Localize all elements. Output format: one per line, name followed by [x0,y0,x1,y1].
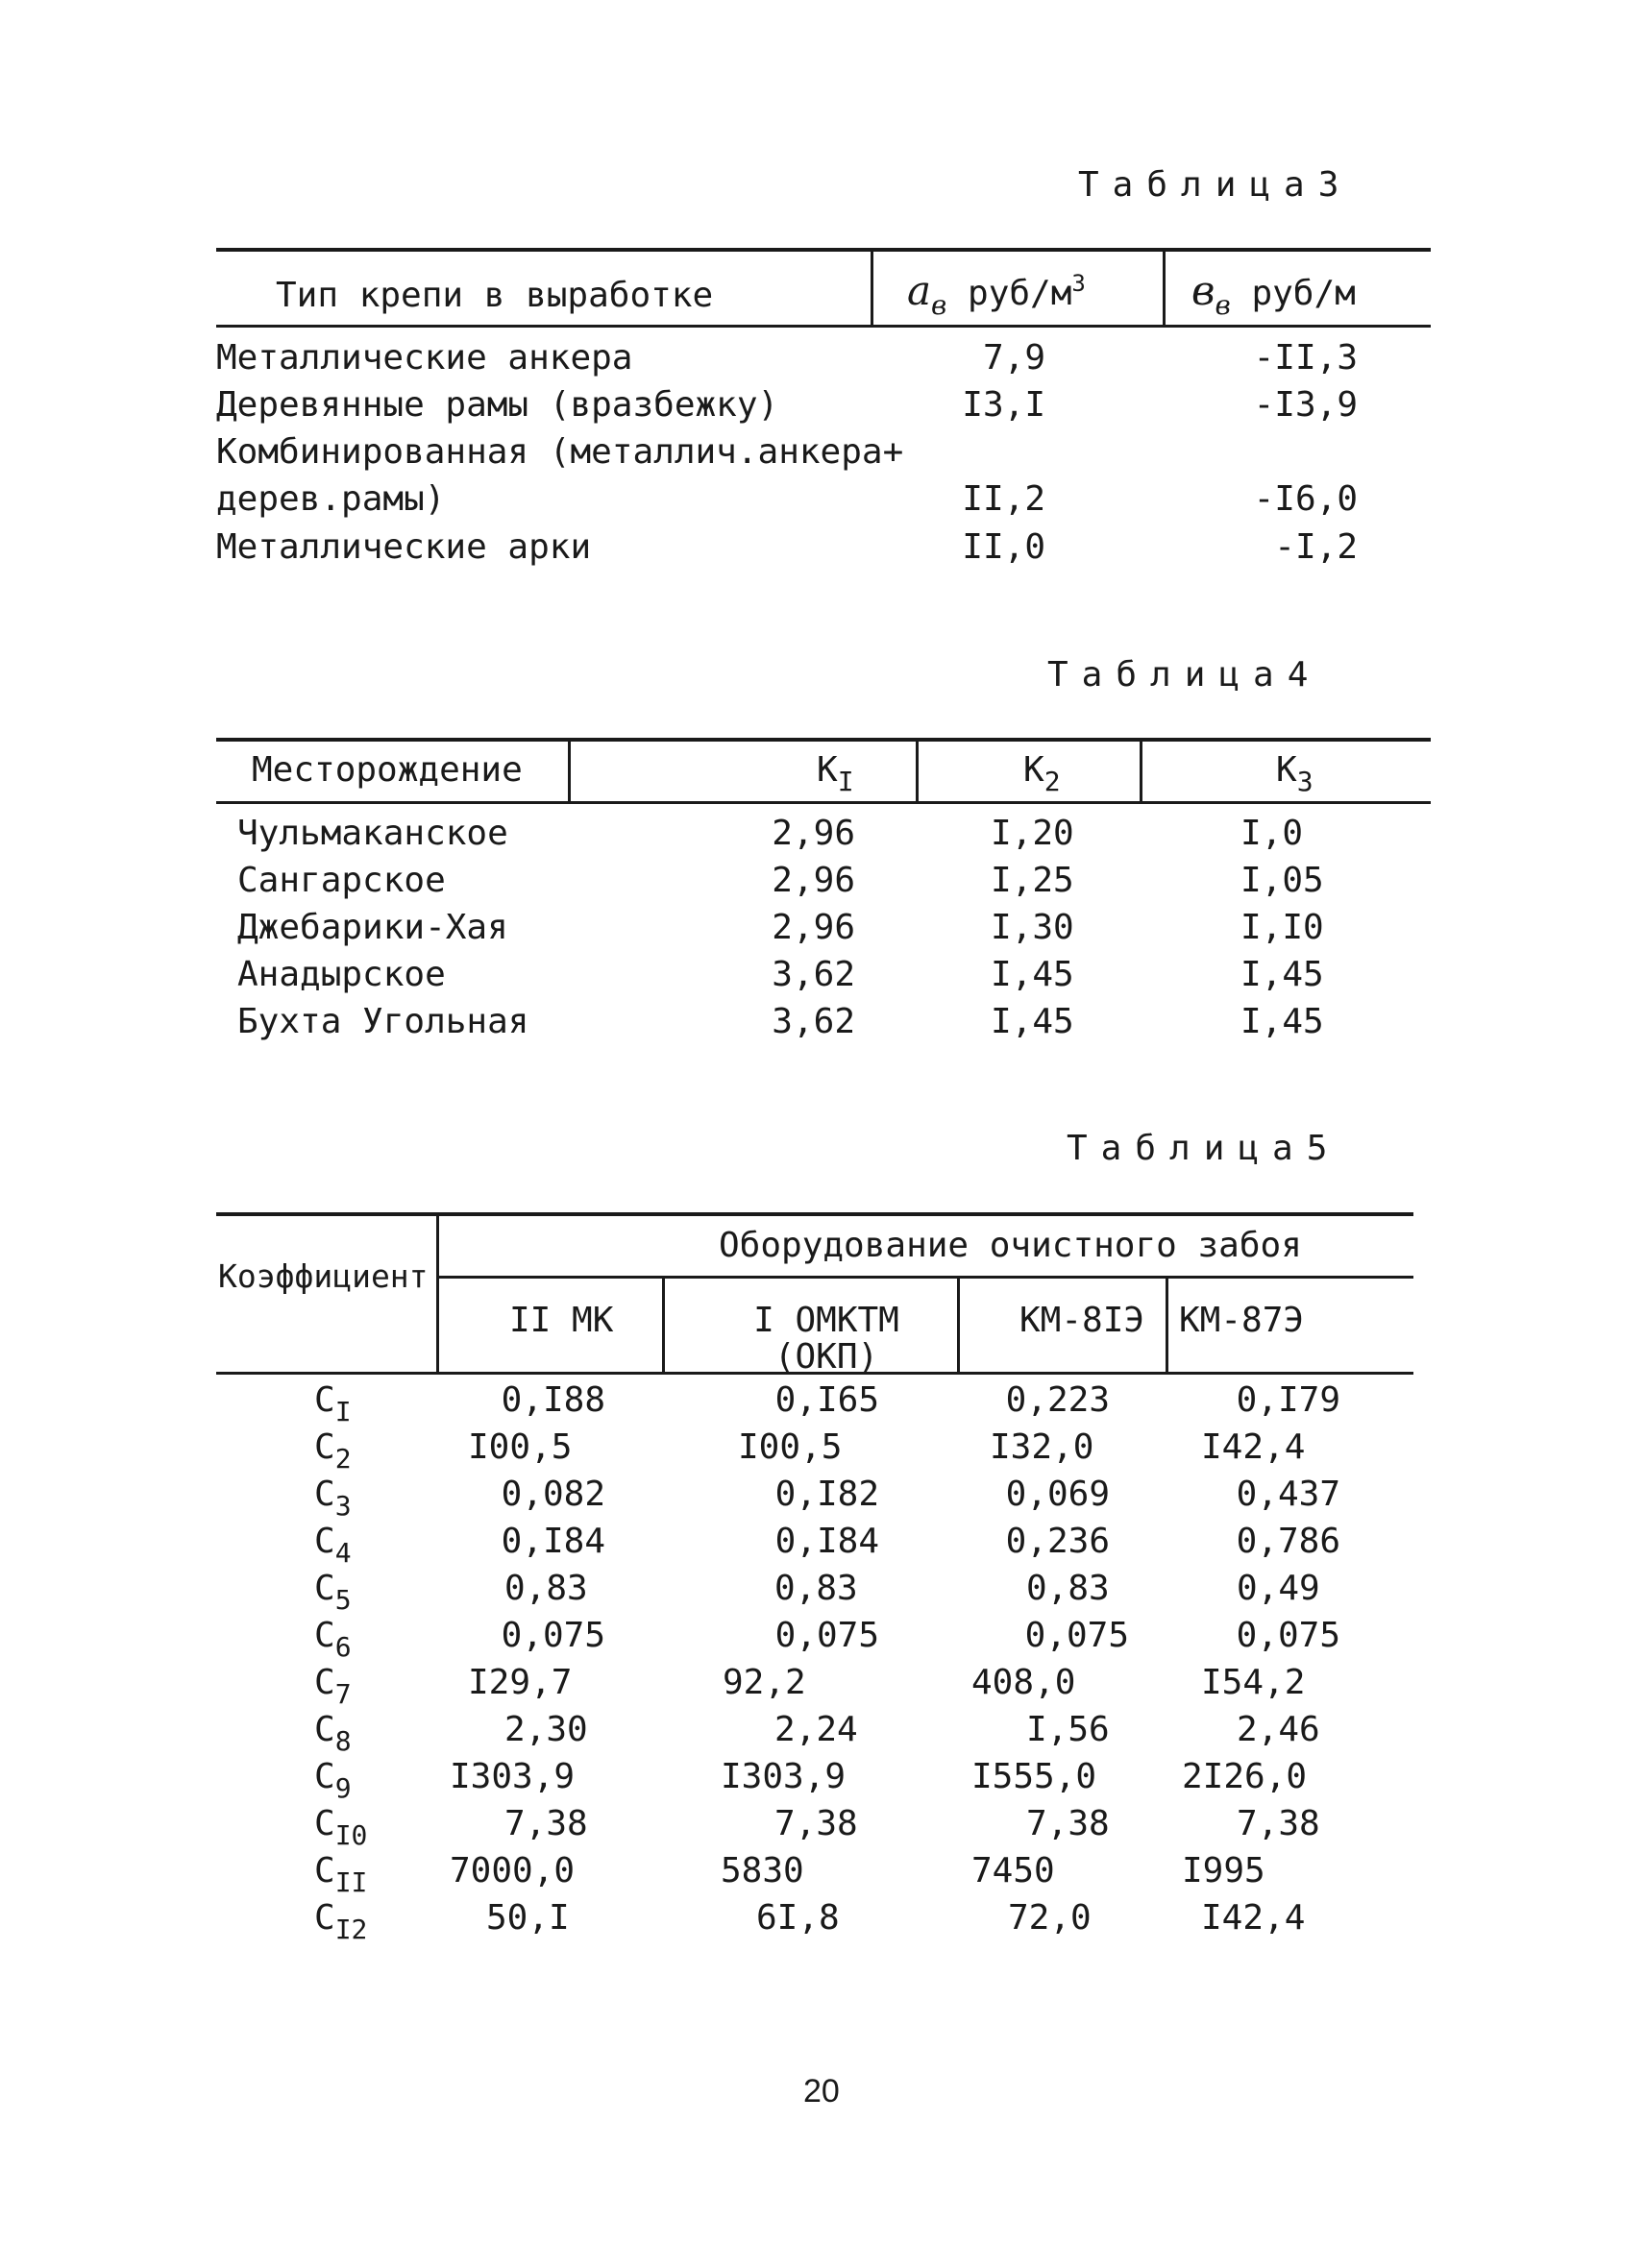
table4-row-k1: 3,62 [772,955,855,994]
table5-row-v4: 0,437 [1236,1475,1340,1514]
table5-row-coef [314,1851,368,1898]
table5-row-v3: I32,0 [990,1427,1094,1467]
table5-row-coef [314,1569,352,1616]
table5-row-v2: 0,I65 [774,1380,879,1420]
coef-symbol: C [314,1616,335,1655]
table5-row-v3: 0,069 [1005,1475,1110,1514]
a-subscript: в [931,289,947,321]
table5-row-v4: 0,075 [1236,1616,1340,1655]
coef-symbol: C [314,1569,335,1608]
table5-row-v4: 2I26,0 [1182,1757,1308,1796]
table5-row-v1: I29,7 [468,1663,573,1702]
coef-subscript: I0 [334,1819,368,1851]
coef-symbol: C [314,1522,335,1561]
table4-row-k2: I,45 [991,1002,1074,1041]
k3-subscript: 3 [1296,766,1314,797]
coef-subscript: 7 [334,1678,352,1710]
table5-vline-3 [1166,1278,1168,1374]
k3-symbol: K [1276,750,1297,790]
table4-row-name: Бухта Угольная [237,1002,529,1041]
table5-row-v2: 7,38 [774,1804,858,1843]
table5-header-group: Оборудование очистного забоя [719,1226,1302,1265]
table4-row-k1: 2,96 [772,908,855,947]
table5-row-v1: 0,082 [501,1475,605,1514]
table5-row-v3: 0,236 [1005,1522,1110,1561]
k1-symbol: K [817,750,838,790]
table4-row-k2: I,20 [991,814,1074,853]
table4-row-name: Джебарики-Хая [237,908,508,947]
table5-row-coef [314,1804,368,1851]
a-unit-sup: 3 [1071,270,1086,297]
table3-row-name: дерев.рамы) [216,479,446,519]
table5-row-coef [314,1898,368,1945]
a-symbol: a [907,267,932,314]
page-number: 20 [803,2073,840,2109]
table5-header-c1: II МК [509,1301,614,1340]
table5-row-v3: 0,223 [1005,1380,1110,1420]
b-symbol: в [1191,267,1215,314]
table4-row-k2: I,45 [991,955,1074,994]
table5-header-c2 [730,1301,922,1377]
table4-row-name: Чульмаканское [237,814,508,853]
table5-row-coef [314,1757,352,1804]
coef-symbol: C [314,1757,335,1796]
table5-header-c3: КМ-8IЭ [1019,1301,1145,1340]
table4-header-deposit: Месторождение [252,750,523,790]
coef-subscript: 9 [334,1772,352,1804]
table4-row-name: Сангарское [237,861,446,900]
table5-row-v2: 5830 [721,1851,804,1890]
table3-row-a: II,2 [962,479,1045,519]
table3-row-a: I3,I [962,385,1045,425]
table5-vline-2 [957,1278,960,1374]
table5-header-c4: КМ-87Э [1179,1301,1305,1340]
table5-row-v2: 0,075 [774,1616,879,1655]
table3-header-a [907,267,1086,321]
table3-row-a: II,0 [962,527,1045,567]
table5-row-v3: I,56 [1026,1710,1110,1749]
table5-row-coef [314,1475,352,1522]
table5-row-v2: I303,9 [721,1757,847,1796]
c2-line1: I ОМКТМ [753,1301,899,1340]
table5-row-v3: 72,0 [1008,1898,1092,1938]
table5-row-v4: I995 [1182,1851,1265,1890]
coef-subscript: 5 [334,1584,352,1616]
table4-header-k1 [817,750,854,797]
coef-symbol: C [314,1804,335,1843]
coef-subscript: II [334,1866,368,1898]
table5-row-v2: 92,2 [723,1663,806,1702]
table5-row-coef [314,1663,352,1710]
table5-row-v1: I303,9 [450,1757,576,1796]
table5-row-v4: 0,I79 [1236,1380,1340,1420]
table5-row-coef [314,1522,352,1569]
coef-symbol: C [314,1427,335,1467]
table3-row-b: -I3,9 [1253,385,1358,425]
table3-top-rule [216,248,1431,252]
table5-row-coef [314,1380,352,1427]
table3-header-type: Тип крепи в выработке [276,276,714,315]
table5-row-v3: 0,83 [1026,1569,1110,1608]
table5-row-v2: I00,5 [738,1427,843,1467]
table5-vline-coef [436,1214,439,1374]
table4-row-k3: I,05 [1240,861,1324,900]
table5-row-v1: I00,5 [468,1427,573,1467]
table4-caption: Таблица4 [1047,655,1322,695]
c2-line2: (ОКП) [773,1337,879,1377]
table3-vline-2 [1163,250,1166,327]
table4-row-k1: 2,96 [772,814,855,853]
table4-row-k2: I,25 [991,861,1074,900]
b-unit: руб/м [1251,274,1356,313]
table5-group-rule [436,1276,1413,1279]
table5-row-v1: 7000,0 [450,1851,576,1890]
table3-header-rule [216,325,1431,328]
table4-row-k3: I,45 [1240,955,1324,994]
table5-row-v4: I54,2 [1201,1663,1306,1702]
table5-row-v2: 0,83 [774,1569,858,1608]
table3-row-b: -I6,0 [1253,479,1358,519]
table3-row-name: Металлические анкера [216,338,633,378]
table3-row-a: 7,9 [982,338,1045,378]
coef-subscript: 3 [334,1490,352,1522]
coef-symbol: C [314,1851,335,1890]
table3-caption: Таблица3 [1078,165,1353,205]
table5-row-v2: 6I,8 [756,1898,840,1938]
table4-vline-2 [916,740,919,803]
table4-header-k3 [1276,750,1314,797]
table3-header-b [1191,267,1356,321]
table4-row-k3: I,45 [1240,1002,1324,1041]
table5-row-v1: 0,I88 [501,1380,605,1420]
coef-subscript: 8 [334,1725,352,1757]
table5-row-v1: 0,I84 [501,1522,605,1561]
table5-row-coef [314,1427,352,1475]
table5-row-v4: 2,46 [1237,1710,1320,1749]
table3-row-name: Деревянные рамы (вразбежку) [216,385,779,425]
table4-header-rule [216,801,1431,804]
table5-row-v2: 0,I82 [774,1475,879,1514]
coef-subscript: 2 [334,1443,352,1475]
table3-row-name: Комбинированная (металлич.анкера+ [216,432,904,472]
table4-row-k2: I,30 [991,908,1074,947]
table4-vline-3 [1140,740,1142,803]
table3-row-name: Металлические арки [216,527,592,567]
table4-row-k1: 3,62 [772,1002,855,1041]
table5-top-rule [216,1212,1413,1216]
table4-row-k3: I,I0 [1240,908,1324,947]
table4-row-k3: I,0 [1240,814,1304,853]
table5-vline-1 [662,1278,665,1374]
table5-row-v3: 7450 [971,1851,1055,1890]
b-subscript: в [1215,289,1231,321]
table3-vline-1 [871,250,873,327]
coef-subscript: I [334,1396,352,1427]
table3-row-b: -I,2 [1274,527,1358,567]
table5-caption: Таблица5 [1067,1129,1341,1168]
table5-row-coef [314,1616,352,1663]
coef-symbol: C [314,1663,335,1702]
table5-row-v4: 0,49 [1237,1569,1320,1608]
table5-row-v4: I42,4 [1201,1898,1306,1938]
table5-row-v4: 7,38 [1237,1804,1320,1843]
table5-row-v1: 0,83 [504,1569,588,1608]
table3-row-b: -II,3 [1253,338,1358,378]
table5-row-v2: 0,I84 [774,1522,879,1561]
a-unit: руб/м [968,274,1072,313]
table5-row-v1: 7,38 [504,1804,588,1843]
k2-subscript: 2 [1043,766,1061,797]
k1-subscript: I [837,766,854,797]
table4-header-k2 [1023,750,1061,797]
coef-symbol: C [314,1898,335,1938]
table5-row-v3: 0,075 [1024,1616,1129,1655]
k2-symbol: K [1023,750,1044,790]
coef-symbol: C [314,1475,335,1514]
coef-symbol: C [314,1380,335,1420]
table4-top-rule [216,738,1431,742]
table5-row-v2: 2,24 [774,1710,858,1749]
table5-row-v1: 50,I [486,1898,570,1938]
table4-row-name: Анадырское [237,955,446,994]
table5-row-coef [314,1710,352,1757]
coef-subscript: I2 [334,1914,368,1945]
table5-row-v4: 0,786 [1236,1522,1340,1561]
table5-row-v3: 7,38 [1026,1804,1110,1843]
table5-row-v1: 2,30 [504,1710,588,1749]
table4-row-k1: 2,96 [772,861,855,900]
coef-subscript: 6 [334,1631,352,1663]
coef-subscript: 4 [334,1537,352,1569]
table5-row-v3: I555,0 [971,1757,1097,1796]
table5-header-coef: Коэффициент [218,1257,429,1295]
table5-row-v1: 0,075 [501,1616,605,1655]
table5-row-v3: 408,0 [971,1663,1076,1702]
coef-symbol: C [314,1710,335,1749]
table5-row-v4: I42,4 [1201,1427,1306,1467]
table4-vline-1 [568,740,571,803]
